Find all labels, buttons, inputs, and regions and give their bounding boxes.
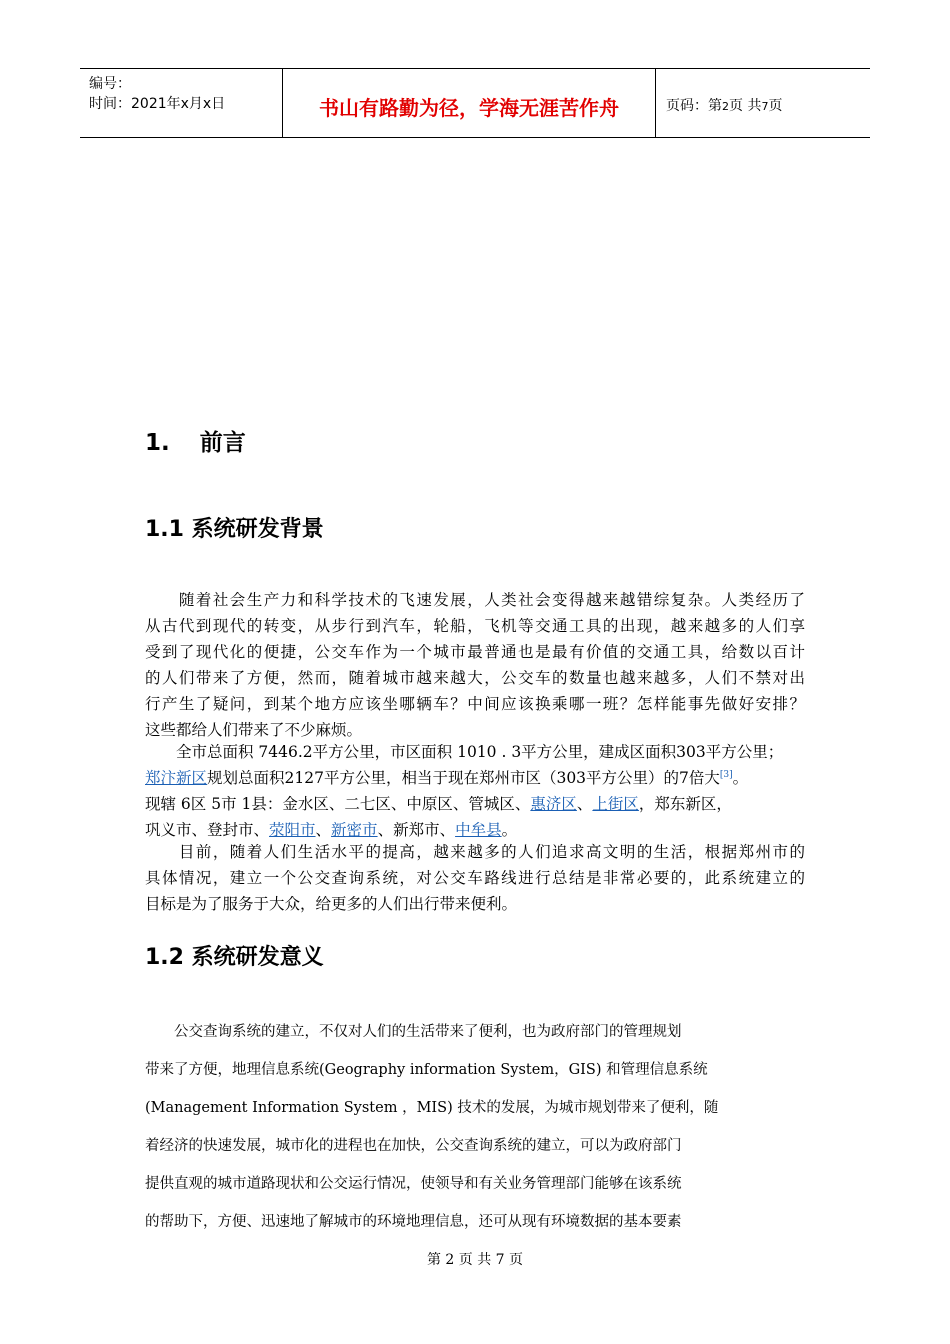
doc-time-label: 时间：2021年x月x日 xyxy=(89,96,226,112)
text-line: 着经济的快速发展，城市化的进程也在加快，公交查询系统的建立，可以为政府部门 xyxy=(145,1138,682,1154)
text-line: 现辖 6区 5市 1县：金水区、二七区、中原区、管城区、惠济区、上街区，郑东新区， xyxy=(145,795,732,813)
doc-code-label: 编号： xyxy=(89,76,131,92)
header-page-cell xyxy=(656,69,870,137)
header-page-code xyxy=(666,95,782,115)
link-shangjie-district[interactable]: 上街区 xyxy=(592,795,639,813)
text-line: (Management Information System ，MIS) 技术的发展，为城市规划带来了便利，随 xyxy=(145,1100,719,1116)
text-line: 提供直观的城市道路现状和公交运行情况，使领导和有关业务管理部门能够在该系统 xyxy=(145,1176,682,1192)
page-footer: 第 2 页 共 7 页 xyxy=(426,1252,524,1268)
link-zhengbian-new-district[interactable]: 郑汴新区 xyxy=(145,769,208,787)
header-motto-cell xyxy=(282,69,656,137)
text-line: 公交查询系统的建立，不仅对人们的生活带来了便利，也为政府部门的管理规划 xyxy=(145,1024,682,1040)
text-line: 带来了方便，地理信息系统(Geography information System，GIS) 和管理信息系统 xyxy=(145,1062,708,1078)
link-huiji-district[interactable]: 惠济区 xyxy=(530,795,577,813)
page-mid: 页 共 xyxy=(729,98,762,114)
page-total: 7 xyxy=(761,100,769,113)
text-line: 全市总面积 7446.2平方公里，市区面积 1010 . 3平方公里，建成区面积303平方公里； xyxy=(145,743,784,761)
text-line: 目前，随着人们生活水平的提高，越来越多的人们追求高文明的生活，根据郑州市的 xyxy=(145,843,805,861)
text-line: 这些都给人们带来了不少麻烦。 xyxy=(145,721,363,739)
text-line: 从古代到现代的转变，从步行到汽车，轮船，飞机等交通工具的出现，越来越多的人们享 xyxy=(145,617,805,635)
section-title-meaning: 1.2 系统研发意义 xyxy=(145,945,324,970)
page-prefix: 页码：第 xyxy=(666,98,722,114)
citation-ref[interactable]: [3] xyxy=(719,769,733,780)
text-line: 的人们带来了方便，然而，随着城市越来越大，公交车的数量也越来越多，人们不禁对出 xyxy=(145,669,805,687)
section-title-background: 1.1 系统研发背景 xyxy=(145,517,324,542)
link-xingyang-city[interactable]: 荥阳市 xyxy=(269,821,316,839)
text-line: 郑汴新区规划总面积2127平方公里，相当于现在郑州市区（303平方公里）的7倍大[3]。 xyxy=(145,769,749,787)
page-suffix: 页 xyxy=(768,98,783,114)
text-line: 的帮助下，方便、迅速地了解城市的环境地理信息，还可从现有环境数据的基本要素 xyxy=(145,1214,682,1230)
header-motto: 书山有路勤为径，学海无涯苦作舟 xyxy=(319,96,619,120)
link-zhongmou-county[interactable]: 中牟县 xyxy=(455,821,502,839)
link-xinmi-city[interactable]: 新密市 xyxy=(331,821,378,839)
section-title-preface xyxy=(145,424,246,457)
text-line: 受到了现代化的便捷，公交车作为一个城市最普通也是最有价值的交通工具，给数以百计 xyxy=(145,643,805,661)
header-meta-cell xyxy=(80,69,282,137)
page-number: 2 xyxy=(722,100,729,113)
preface-title: 前言 xyxy=(199,430,246,456)
text-line: 行产生了疑问，到某个地方应该坐哪辆车？中间应该换乘哪一班？怎样能事先做好安排？ xyxy=(145,695,805,713)
text-line: 巩义市、登封市、荥阳市、新密市、新郑市、中牟县。 xyxy=(145,821,518,839)
preface-number: 1. xyxy=(145,430,170,456)
text-line: 具体情况，建立一个公交查询系统，对公交车路线进行总结是非常必要的，此系统建立的 xyxy=(145,869,805,887)
page-header xyxy=(80,68,870,138)
text-line: 目标是为了服务于大众，给更多的人们出行带来便利。 xyxy=(145,895,518,913)
text-line: 随着社会生产力和科学技术的飞速发展，人类社会变得越来越错综复杂。人类经历了 xyxy=(145,591,805,609)
